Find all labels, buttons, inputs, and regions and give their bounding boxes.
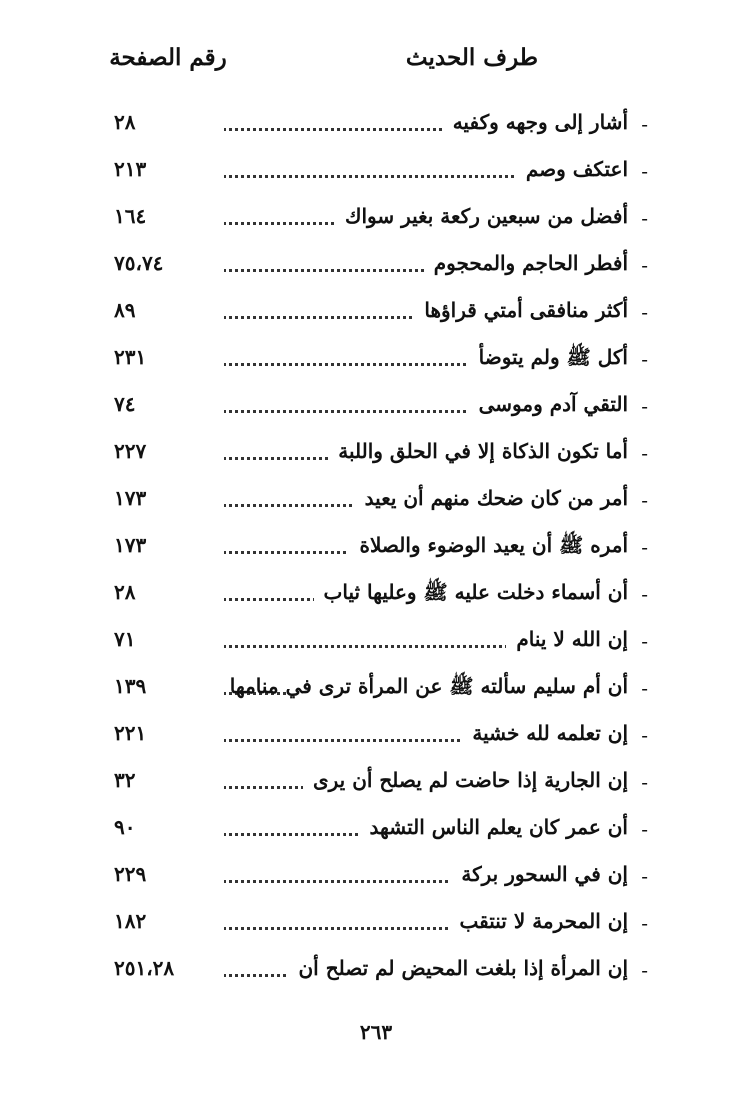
hadith-text: إن تعلمه لله خشية <box>462 721 628 745</box>
index-entry <box>0 433 752 480</box>
entry-dash: - <box>641 488 648 512</box>
page-reference: ٢٨ <box>104 580 224 604</box>
page-reference: ٢٢٧ <box>104 439 224 463</box>
page-reference: ٢٥١،٢٨ <box>104 956 224 980</box>
hadith-index-list <box>0 104 752 997</box>
page-reference: ٣٢ <box>104 768 224 792</box>
page-reference: ٢٢١ <box>104 721 224 745</box>
entry-dash: - <box>641 676 648 700</box>
entry-dash: - <box>641 441 648 465</box>
hadith-column-heading: طرف الحديث <box>405 44 539 71</box>
entry-dash: - <box>641 347 648 371</box>
index-entry <box>0 762 752 809</box>
hadith-text: أفضل من سبعين ركعة بغير سواك <box>335 204 628 228</box>
index-entry <box>0 668 752 715</box>
index-entry <box>0 151 752 198</box>
page-reference: ٢٢٩ <box>104 862 224 886</box>
hadith-text: إن المحرمة لا تنتقب <box>449 909 628 933</box>
entry-dash: - <box>641 958 648 982</box>
page-reference: ١٦٤ <box>104 204 224 228</box>
hadith-text: التقي آدم وموسى <box>469 392 628 416</box>
index-entry <box>0 715 752 762</box>
hadith-text: أن أسماء دخلت عليه ﷺ وعليها ثياب <box>314 580 628 609</box>
page-reference: ١٣٩ <box>104 674 224 698</box>
page-reference: ٧٤ <box>104 392 224 416</box>
hadith-text: أكثر منافقى أمتي قراؤها <box>414 298 628 322</box>
index-entry <box>0 950 752 997</box>
hadith-text: إن الله لا ينام <box>506 627 628 651</box>
entry-dash: - <box>641 253 648 277</box>
index-entry <box>0 292 752 339</box>
page-footer-number: ٢٦٣ <box>359 1020 393 1044</box>
index-entry <box>0 339 752 386</box>
index-entry <box>0 809 752 856</box>
hadith-text: أمره ﷺ أن يعيد الوضوء والصلاة <box>349 533 628 562</box>
hadith-text: أن عمر كان يعلم الناس التشهد <box>360 815 628 839</box>
page-reference: ٢١٣ <box>104 157 224 181</box>
table-header <box>0 44 752 84</box>
entry-dash: - <box>641 394 648 418</box>
entry-dash: - <box>641 159 648 183</box>
entry-dash: - <box>641 629 648 653</box>
entry-dash: - <box>641 582 648 606</box>
index-entry <box>0 198 752 245</box>
hadith-text: إن المرأة إذا بلغت المحيض لم تصلح أن <box>288 956 628 980</box>
page-reference: ٧١ <box>104 627 224 651</box>
index-entry <box>0 527 752 574</box>
page-reference: ١٨٢ <box>104 909 224 933</box>
entry-dash: - <box>641 300 648 324</box>
index-entry <box>0 480 752 527</box>
entry-dash: - <box>641 911 648 935</box>
index-entry <box>0 245 752 292</box>
page-reference: ٩٠ <box>104 815 224 839</box>
page-number-column-heading: رقم الصفحة <box>109 44 227 71</box>
entry-dash: - <box>641 817 648 841</box>
hadith-text: أفطر الحاجم والمحجوم <box>424 251 628 275</box>
page-reference: ١٧٣ <box>104 486 224 510</box>
entry-dash: - <box>641 112 648 136</box>
page-reference: ٧٥،٧٤ <box>104 251 224 275</box>
entry-dash: - <box>641 723 648 747</box>
index-entry <box>0 104 752 151</box>
hadith-text: اعتكف وصم <box>516 157 628 181</box>
hadith-text: أكل ﷺ ولم يتوضأ <box>469 345 628 374</box>
hadith-text: أمر من كان ضحك منهم أن يعيد <box>355 486 628 510</box>
hadith-text: أما تكون الذكاة إلا في الحلق واللبة <box>328 439 628 463</box>
index-entry <box>0 856 752 903</box>
entry-dash: - <box>641 535 648 559</box>
hadith-text: أن أم سليم سألته ﷺ عن المرأة ترى في منامها <box>288 674 628 703</box>
index-entry <box>0 574 752 621</box>
index-entry <box>0 621 752 668</box>
hadith-text: أشار إلى وجهه وكفيه <box>443 110 628 134</box>
index-entry <box>0 386 752 433</box>
hadith-text: إن في السحور بركة <box>451 862 628 886</box>
entry-dash: - <box>641 770 648 794</box>
page-reference: ١٧٣ <box>104 533 224 557</box>
page-reference: ٢٨ <box>104 110 224 134</box>
entry-dash: - <box>641 206 648 230</box>
page-reference: ٢٣١ <box>104 345 224 369</box>
entry-dash: - <box>641 864 648 888</box>
index-entry <box>0 903 752 950</box>
hadith-text: إن الجارية إذا حاضت لم يصلح أن يرى <box>303 768 628 792</box>
page-reference: ٨٩ <box>104 298 224 322</box>
